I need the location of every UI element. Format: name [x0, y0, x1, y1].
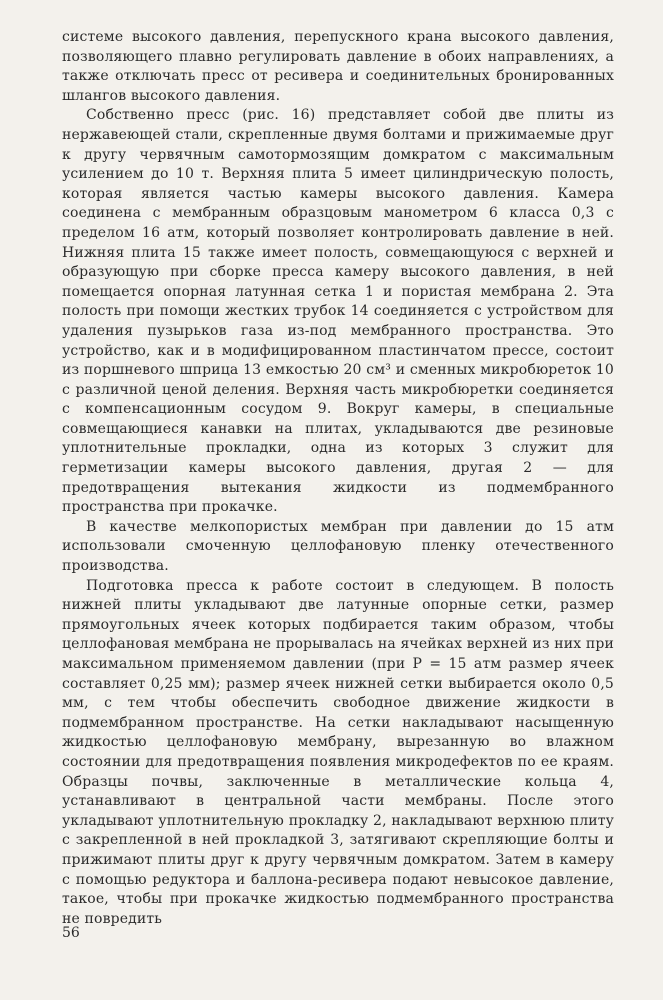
page-number: 56 [62, 925, 80, 941]
paragraph-1: системе высокого давления, перепускного крана высокого давления, позволяющего плавно регулировать давление в обоих направлениях, а также отключать пресс от ресивера и соединительных бронированных шлангов высокого давления. [62, 29, 614, 104]
paragraph-4: Подготовка пресса к работе состоит в следующем. В полость нижней плиты укладывают две латунные опорные сетки, размер прямоугольных ячеек которых подбирается таким образом, чтобы целлофановая мембрана не прорывалась на ячейках верхней из них при максимальном применяемом давлении (при P = 15 атм размер ячеек составляет 0,25 мм); размер ячеек нижней сетки выбирается около 0,5 мм, с тем чтобы обеспечить свободное движение жидкости в подмембранном пространстве. На сетки накладывают насыщенную жидкостью целлофановую мембрану, вырезанную во влажном состоянии для предотвращения появления микродефектов по ее краям. Образцы почвы, заключенные в металлические кольца 4, устанавливают в центральной части мембраны. После этого укладывают уплотнительную прокладку 2, накладывают верхнюю плиту с закрепленной в ней прокладкой 3, затягивают скрепляющие болты и прижимают плиты друг к другу червячным домкратом. Затем в камеру с помощью редуктора и баллона-ресивера подают невысокое давление, такое, чтобы при прокачке жидкостью подмембранного пространства не повредить [62, 577, 614, 927]
paragraph-2: Собственно пресс (рис. 16) представляет собой две плиты из нержавеющей стали, скрепленные двумя болтами и прижимаемые друг к другу червячным самотормозящим домкратом с максимальным усилением до 10 т. Верхняя плита 5 имеет цилиндрическую полость, которая является частью камеры высокого давления. Камера соединена с мембранным образцовым манометром 6 класса 0,3 с пределом 16 атм, который позволяет контролировать давление в ней. Нижняя плита 15 также имеет полость, совмещающуюся с верхней и образующую при сборке пресса камеру высокого давления, в ней помещается опорная латунная сетка 1 и пористая мембрана 2. Эта полость при помощи жестких трубок 14 соединяется с устройством для удаления пузырьков газа из-под мембранного пространства. Это устройство, как и в модифицированном пластинчатом прессе, состоит из поршневого шприца 13 емкостью 20 см³ и сменных микробюреток 10 с различной ценой деления. Верхняя часть микробюретки соединяется с компенсационным сосудом 9. Вокруг камеры, в специальные совмещающиеся канавки на плитах, укладываются две резиновые уплотнительные прокладки, одна из которых 3 служит для герметизации камеры высокого давления, другая 2 — для предотвращения вытекания жидкости из подмембранного пространства при прокачке. [62, 107, 614, 516]
paragraph-3: В качестве мелкопористых мембран при давлении до 15 атм использовали смоченную целлофановую пленку отечественного производства. [62, 518, 614, 575]
document-body [62, 28, 614, 929]
